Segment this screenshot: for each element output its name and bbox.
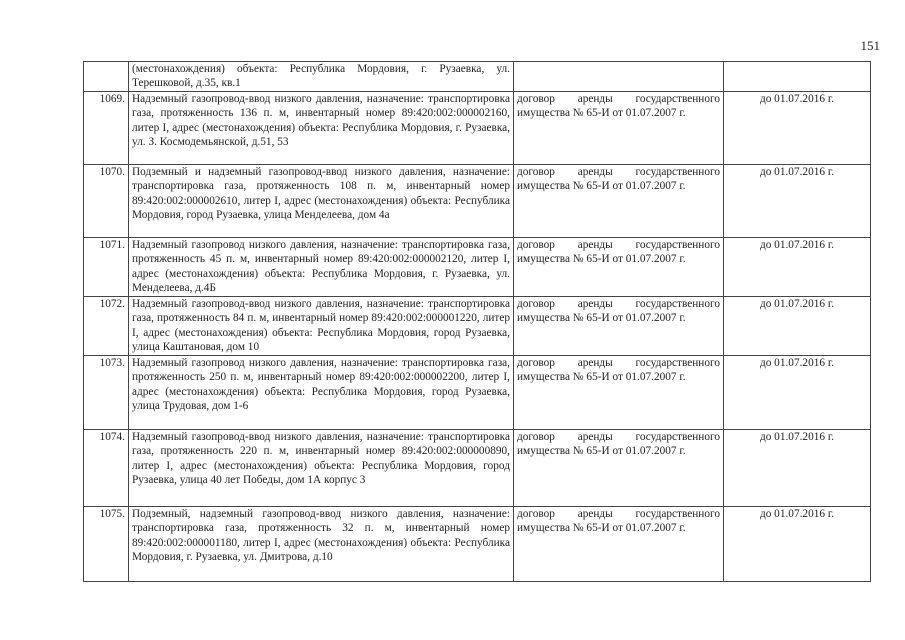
row-number: 1069.: [84, 92, 129, 165]
legal-basis: договор аренды государственного имущества № 65-И от 01.07.2007 г.: [514, 165, 724, 238]
term: до 01.07.2016 г.: [724, 297, 871, 356]
legal-basis: договор аренды государственного имущества № 65-И от 01.07.2007 г.: [514, 507, 724, 582]
legal-basis: договор аренды государственного имущества № 65-И от 01.07.2007 г.: [514, 297, 724, 356]
table-row: [84, 297, 871, 356]
object-description: Надземный газопровод низкого давления, назначение: транспортировка газа, протяженность 45 п. м, инвентарный номер 89:420:002:000002120, литер I, адрес (местонахождения) объекта: Республика Мордовия, г. Рузаевка, ул. Менделеева, д.4Б: [129, 238, 514, 297]
term: до 01.07.2016 г.: [724, 238, 871, 297]
table-row: [84, 92, 871, 165]
term: [724, 62, 871, 92]
term: до 01.07.2016 г.: [724, 92, 871, 165]
table-row: [84, 507, 871, 582]
row-number: 1070.: [84, 165, 129, 238]
legal-basis: договор аренды государственного имущества № 65-И от 01.07.2007 г.: [514, 356, 724, 430]
page-number: 151: [860, 38, 880, 53]
legal-basis: [514, 62, 724, 92]
object-description: Подземный, надземный газопровод-ввод низкого давления, назначение: транспортировка газа, протяженность 32 п. м, инвентарный номер 89:420:002:000001180, литер I, адрес (местонахождения) объекта: Республика Мордовия, г. Рузаевка, ул. Дмитрова, д.10: [129, 507, 514, 582]
table-row: [84, 430, 871, 507]
object-description: Надземный газопровод-ввод низкого давления, назначение: транспортировка газа, протяженность 136 п. м, инвентарный номер 89:420:002:000002160, литер I, адрес (местонахождения) объекта: Республика Мордовия, г. Рузаевка, ул. З. Космодемьянской, д.51, 53: [129, 92, 514, 165]
legal-basis: договор аренды государственного имущества № 65-И от 01.07.2007 г.: [514, 92, 724, 165]
row-number: 1075.: [84, 507, 129, 582]
term: до 01.07.2016 г.: [724, 430, 871, 507]
object-description: Надземный газопровод-ввод низкого давления, назначение: транспортировка газа, протяженность 220 п. м, инвентарный номер 89:420:002:000000890, литер I, адрес (местонахождения) объекта: Республика Мордовия, город Рузаевка, улица 40 лет Победы, дом 1А корпус 3: [129, 430, 514, 507]
table-row: [84, 62, 871, 92]
table-row: [84, 356, 871, 430]
object-description: Подземный и надземный газопровод-ввод низкого давления, назначение: транспортировка газа, протяженность 108 п. м, инвентарный номер 89:420:002:000002610, литер I, адрес (местонахождения) объекта: Республика Мордовия, город Рузаевка, улица Менделеева, дом 4а: [129, 165, 514, 238]
term: до 01.07.2016 г.: [724, 356, 871, 430]
row-number: 1071.: [84, 238, 129, 297]
row-number: 1074.: [84, 430, 129, 507]
object-description: Надземный газопровод низкого давления, назначение: транспортировка газа, протяженность 250 п. м, инвентарный номер 89:420:002:000002200, литер I, адрес (местонахождения) объекта: Республика Мордовия, город Рузаевка, улица Трудовая, дом 1-6: [129, 356, 514, 430]
table-row: [84, 165, 871, 238]
object-description: (местонахождения) объекта: Республика Мордовия, г. Рузаевка, ул. Терешковой, д.35, кв.1: [129, 62, 514, 92]
row-number: 1073.: [84, 356, 129, 430]
table-row: [84, 238, 871, 297]
row-number: 1072.: [84, 297, 129, 356]
term: до 01.07.2016 г.: [724, 507, 871, 582]
property-registry-table: [83, 61, 871, 582]
legal-basis: договор аренды государственного имущества № 65-И от 01.07.2007 г.: [514, 430, 724, 507]
row-number: [84, 62, 129, 92]
legal-basis: договор аренды государственного имущества № 65-И от 01.07.2007 г.: [514, 238, 724, 297]
term: до 01.07.2016 г.: [724, 165, 871, 238]
object-description: Надземный газопровод-ввод низкого давления, назначение: транспортировка газа, протяженность 84 п. м, инвентарный номер 89:420:002:000001220, литер I, адрес (местонахождения) объекта: Республика Мордовия, город Рузаевка, улица Каштановая, дом 10: [129, 297, 514, 356]
